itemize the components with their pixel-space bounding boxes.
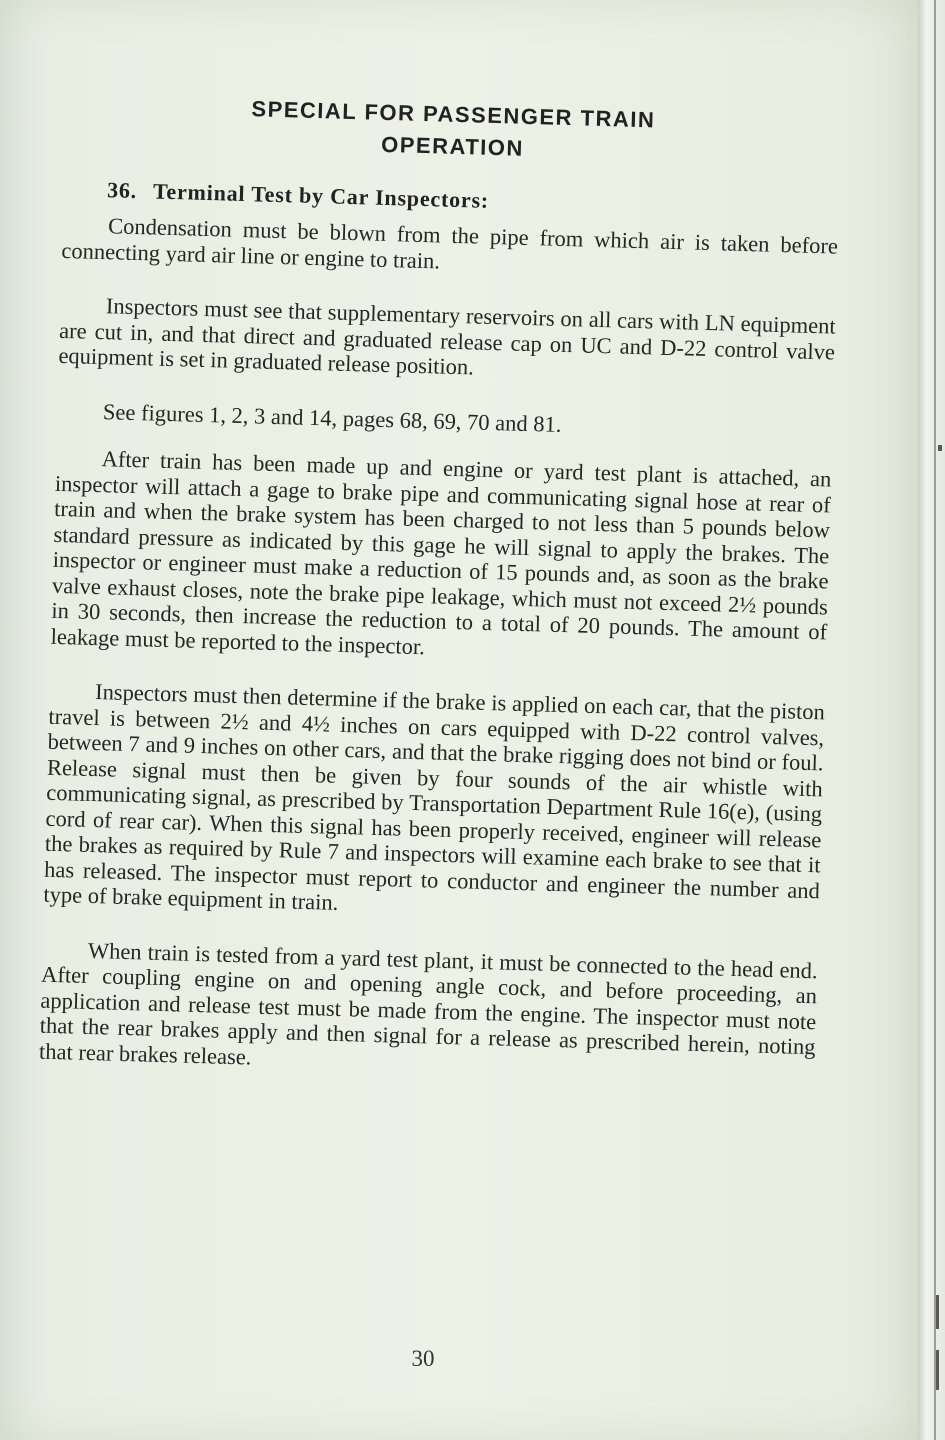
paragraph-brake-inspection: Inspectors must then determine if the brake is applied on each car, that the piston travel is between 2½ and 4½ inches on cars equipped with D-22 control valves, between 7 and 9 inches on other cars, and that the brake rigging does not bind or foul. Release signal must then be given by four sounds of the air whistle with communicating signal, as prescribed by Transportation Department Rule 16(e), (using cord of rear car). When this signal has been properly received, engineer will release the brakes as required by Rule 7 and inspectors will examine each brake to see that it has released. The inspector must report to conductor and engineer the number and type of brake equipment in train. — [43, 679, 826, 915]
paragraph-see-figures: See figures 1, 2, 3 and 14, pages 68, 69, 70 and 81. — [102, 398, 562, 437]
paragraph-supplementary-reservoirs: Inspectors must see that supplementary reservoirs on all cars with LN equipment are cut in, and that direct and graduated release cap on UC and D-22 control valve equipment is set in graduated release position. — [58, 293, 837, 380]
page-edge — [918, 0, 945, 1440]
edge-mark — [936, 1350, 939, 1390]
section-number: 36. — [106, 177, 138, 204]
edge-mark — [936, 1295, 939, 1329]
page-number: 30 — [411, 1346, 435, 1371]
paragraph-condensation: Condensation must be blown from the pipe from which air is taken before connecting yard air line or engine to train. — [61, 213, 839, 274]
page-edge-line — [934, 0, 936, 1440]
heading-line-2: OPERATION — [380, 131, 525, 161]
paragraph-leakage-test: After train has been made up and engine or yard test plant is attached, an inspector will attach a gage to brake pipe and communicating signal hose at rear of train and when the brake system has been charged to not less than 5 pounds below standard pressure as indicated by this gage he will signal to apply the brakes. The inspector or engineer must make a reduction of 15 pounds and, as soon as the brake valve exhaust closes, note the brake pipe leakage, which must not exceed 2½ pounds in 30 seconds, then increase the reduction to a total of 20 pounds. The amount of leakage must be reported to the inspector. — [50, 446, 832, 659]
paragraph-yard-test-plant: When train is tested from a yard test plant, it must be connected to the head end. After coupling engine on and opening angle cock, and before proceeding, an application and release test must be made from the engine. The inspector must note that the rear brakes apply and then signal for a release as prescribed herein, noting that rear brakes release. — [38, 937, 819, 1070]
section-title-text: Terminal Test by Car Inspectors: — [152, 178, 490, 213]
document-content — [38, 88, 842, 1114]
edge-mark — [938, 445, 942, 451]
heading-line-1: SPECIAL FOR PASSENGER TRAIN — [251, 96, 656, 133]
